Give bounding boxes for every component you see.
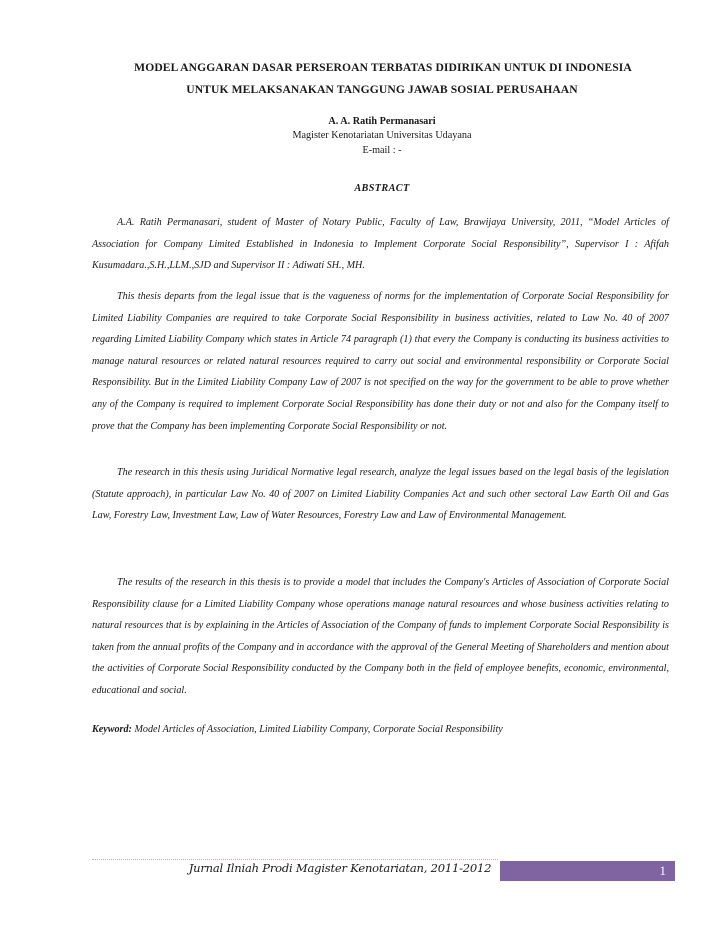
author-affiliation: Magister Kenotariatan Universitas Udayana bbox=[292, 130, 472, 141]
paper-title-line-1: MODEL ANGGARAN DASAR PERSEROAN TERBATAS DIDIRIKAN UNTUK DI INDONESIA bbox=[134, 61, 632, 74]
page-number-box bbox=[500, 861, 675, 881]
abstract-paragraph-method: The research in this thesis using Juridical Normative legal research, analyze the legal issues based on the legal basis of the legislation (Statute approach), in particular Law No. 40 of 2007 on Limited Liability Companies Act and such other sectoral Law Earth Oil and Gas Law, Forestry Law, Investment Law, Law of Water Resources, Forestry Law and Law of Environmental Management. bbox=[92, 467, 669, 522]
page-number: 1 bbox=[659, 863, 666, 878]
footer-divider bbox=[92, 859, 498, 860]
keywords-label: Keyword: bbox=[92, 724, 132, 735]
abstract-paragraph-results: The results of the research in this thesis is to provide a model that includes the Company's Articles of Association of Corporate Social Responsibility clause for a Limited Liability Company whose operations manage natural resources and whose business activities relating to natural resources that is by explaining in the Articles of Association of the Company of funds to implement Corporate Social Responsibility is taken from the annual profits of the Company and in accordance with the approval of the General Meeting of Shareholders and mention about the activities of Corporate Social Responsibility conducted by the Company both in the field of employee benefits, economic, environmental, educational and social. bbox=[92, 577, 669, 696]
author-name: A. A. Ratih Permanasari bbox=[328, 116, 436, 127]
keywords-text: Model Articles of Association, Limited Liability Company, Corporate Social Responsibility bbox=[131, 724, 503, 735]
abstract-heading: ABSTRACT bbox=[354, 183, 410, 194]
footer-journal-name: Jurnal Ilniah Prodi Magister Kenotariatan, 2011-2012 bbox=[188, 861, 492, 875]
abstract-paragraph-background: This thesis departs from the legal issue that is the vagueness of norms for the implementation of Corporate Social Responsibility for Limited Liability Companies are required to take Corporate Social Responsibility in business activities, related to Law No. 40 of 2007 regarding Limited Liability Company which states in Article 74 paragraph (1) that every the Company is conducting its business activities to manage natural resources or related natural resources required to carry out social and environmental responsibility or Corporate Social Responsibility. But in the Limited Liability Company Law of 2007 is not specified on the way for the government to be able to prove whether any of the Company is required to implement Corporate Social Responsibility has done their duty or not and also for the Company itself to prove that the Company has been implementing Corporate Social Responsibility or not. bbox=[92, 291, 669, 432]
paper-title-line-2: UNTUK MELAKSANAKAN TANGGUNG JAWAB SOSIAL PERUSAHAAN bbox=[186, 83, 578, 96]
author-email: E-mail : - bbox=[362, 145, 402, 156]
abstract-paragraph-citation: A.A. Ratih Permanasari, student of Master of Notary Public, Faculty of Law, Brawijaya University, 2011, “Model Articles of Association for Company Limited Established in Indonesia to Implement Corporate Social Responsibility”, Supervisor I : Afifah Kusumadara.,S.H.,LLM.,SJD and Supervisor II : Adiwati SH., MH. bbox=[92, 217, 669, 272]
keywords-line bbox=[92, 719, 669, 741]
